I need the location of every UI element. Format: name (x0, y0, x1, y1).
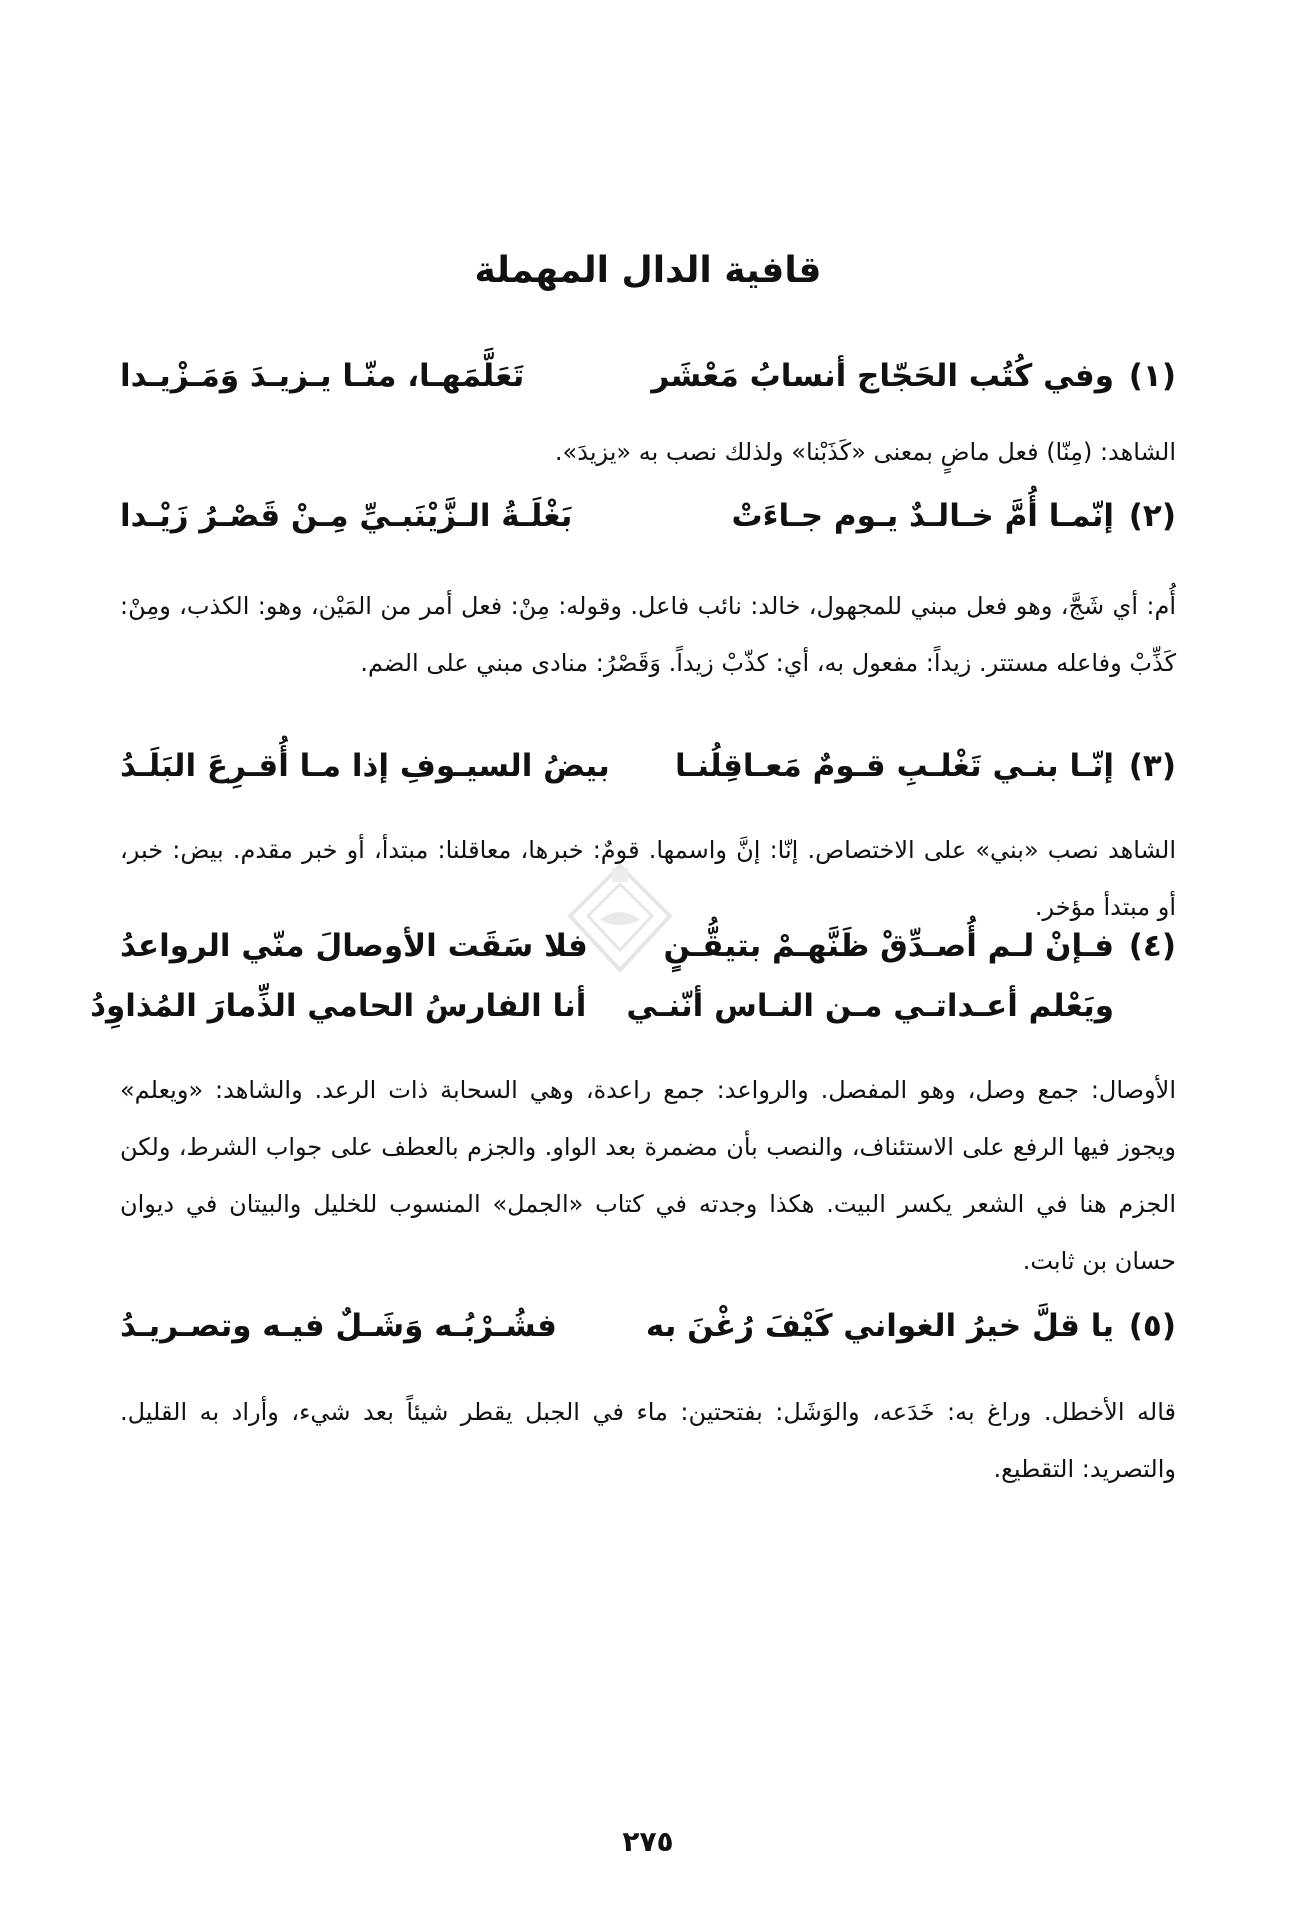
verse-number: (١) (1128, 358, 1176, 394)
verse-first-hemistich: ويَعْلم أعـداتـي مـن النـاس أنّنـي (626, 988, 1114, 1024)
verse-first-hemistich: فـإنْ لـم أُصـدِّقْ ظَنَّهـمْ بتيقُّـنٍ (663, 928, 1114, 964)
verse-second-hemistich: أنا الفارسُ الحامي الذِّمارَ المُذاوِدُ (90, 988, 587, 1024)
verse-second-hemistich: فشُـرْبُـه وَشَـلٌ فيـه وتصـريـدُ (120, 1308, 557, 1344)
commentary: قاله الأخطل. وراغ به: خَدَعه، والوَشَل: بفتحتين: ماء في الجبل يقطر شيئاً بعد شيء، وأراد به القليل. والتصريد: التقطيع. (120, 1398, 1176, 1483)
verse-second-hemistich: بَغْلَـةُ الـزَّيْنَبـيِّ مِـنْ قَصْـرُ زَيْـدا (120, 498, 573, 534)
verse-line (120, 490, 1176, 542)
verse-number: (٥) (1128, 1308, 1176, 1344)
verse-first-hemistich: إنّمـا أُمَّ خـالـدٌ يـوم جـاءَتْ (731, 498, 1114, 534)
verse-line (120, 350, 1176, 402)
verse-second-hemistich: فلا سَقَت الأوصالَ منّي الرواعدُ (120, 928, 588, 964)
verse-line (120, 1300, 1176, 1352)
verse-second-hemistich: تَعَلَّمَهـا، منّـا يـزيـدَ وَمَـزْيـدا (120, 358, 525, 394)
section-title: قافية الدال المهملة (474, 250, 822, 291)
commentary: أُم: أي شَجَّ، وهو فعل مبني للمجهول، خالد: نائب فاعل. وقوله: مِنْ: فعل أمر من المَيْن، وهو: الكذب، ومِنْ: كَذِّبْ وفاعله مستتر. زيداً: مفعول به، أي: كذّبْ زيداً. وَقَصْرُ: منادى مبني على الضم. (120, 592, 1176, 677)
verse-number: (٣) (1128, 748, 1176, 784)
verse-first-hemistich: وفي كُتُب الحَجّاج أنسابُ مَعْشَر (651, 358, 1114, 394)
verse-line (90, 980, 1176, 1032)
verse-first-hemistich: يا قلَّ خيرُ الغواني كَيْفَ رُغْنَ به (645, 1308, 1114, 1344)
page-number: ٢٧٥ (622, 1825, 674, 1858)
verse-first-hemistich: إنّـا بنـي تَغْلـبِ قـومٌ مَعـاقِلُنـا (675, 748, 1114, 784)
library-watermark-icon (560, 860, 680, 980)
verse-second-hemistich: بيضُ السيـوفِ إذا مـا أُقـرِعَ البَلَـدُ (120, 748, 610, 784)
commentary: الأوصال: جمع وصل، وهو المفصل. والرواعد: جمع راعدة، وهي السحابة ذات الرعد. والشاهد: «ويعلم» ويجوز فيها الرفع على الاستئناف، والنصب بأن مضمرة بعد الواو. والجزم بالعطف على جواب الشرط، ولكن الجزم هنا في الشعر يكسر البيت. هكذا وجدته في كتاب «الجمل» المنسوب للخليل والبيتان في ديوان حسان بن ثابت. (120, 1076, 1176, 1275)
commentary: الشاهد نصب «بني» على الاختصاص. إنّا: إنَّ واسمها. قومٌ: خبرها، معاقلنا: مبتدأ، أو خبر مقدم. بيض: خبر، أو مبتدأ مؤخر. (120, 836, 1176, 921)
verse-number: (٤) (1128, 928, 1176, 964)
verse-line (120, 740, 1176, 792)
verse-number: (٢) (1128, 498, 1176, 534)
commentary: الشاهد: (مِنّا) فعل ماضٍ بمعنى «كَذَبْنا» ولذلك نصب به «يزيدَ». (554, 438, 1176, 466)
